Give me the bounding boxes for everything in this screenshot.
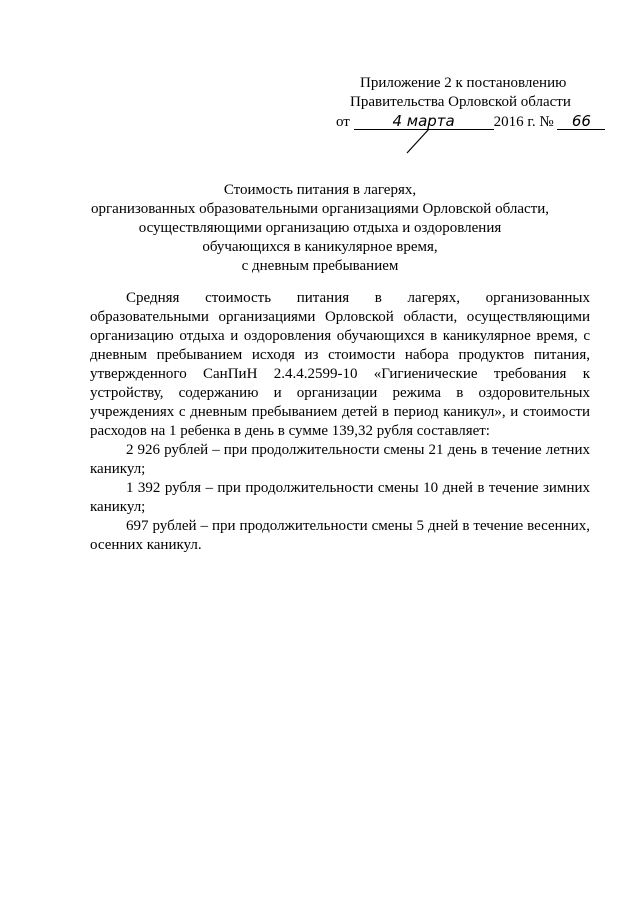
title-line: Стоимость питания в лагерях, — [223, 182, 417, 198]
title-line: осуществляющими организацию отдыха и оздоровления — [138, 220, 502, 236]
handwritten-stroke — [403, 127, 433, 155]
title-line: с дневным пребыванием — [241, 258, 399, 274]
title-line: организованных образовательными организациями Орловской области, — [91, 201, 549, 217]
document-body — [90, 289, 590, 555]
price-item-spring-autumn: 697 рублей – при продолжительности смены 5 дней в течение весенних, осенних каникул. — [90, 518, 590, 553]
document-title — [40, 181, 600, 276]
appendix-title: Приложение 2 к постановлению — [360, 75, 567, 91]
appendix-issuer: Правительства Орловской области — [350, 94, 571, 110]
appendix-date-line — [336, 113, 605, 132]
handwritten-number: 66 — [557, 113, 605, 130]
handwritten-date: 4 марта — [354, 113, 494, 130]
intro-paragraph: Средняя стоимость питания в лагерях, организованных образовательными организациями Орловской области, осуществляющими организацию отдыха и оздоровления обучающихся в каникулярное время, с дневным пребыванием исходя из стоимости набора продуктов питания, утвержденного СанПиН 2.4.4.2599-10 «Гигиенические требования к устройству, содержанию и организации режима в оздоровительных учреждениях с дневным пребыванием детей в период каникул», и стоимости расходов на 1 ребенка в день в сумме 139,32 рубля составляет: — [90, 290, 590, 439]
title-line: обучающихся в каникулярное время, — [202, 239, 438, 255]
date-prefix: от — [336, 114, 350, 130]
price-item-winter: 1 392 рубля – при продолжительности смены 10 дней в течение зимних каникул; — [90, 480, 590, 515]
year-and-number-label: 2016 г. № — [493, 114, 554, 130]
price-item-summer: 2 926 рублей – при продолжительности смены 21 день в течение летних каникул; — [90, 442, 590, 477]
